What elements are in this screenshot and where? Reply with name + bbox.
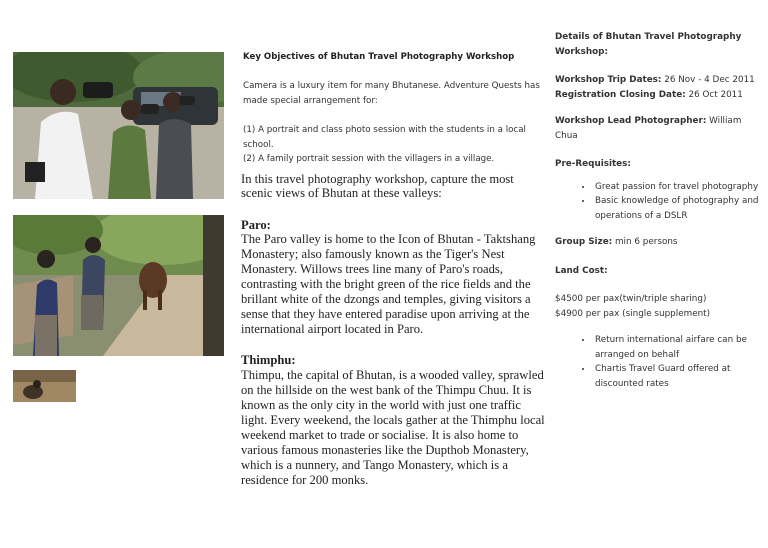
prerequisites-list	[555, 180, 763, 224]
objectives-intro: Camera is a luxury item for many Bhutanese. Adventure Quests has made special arrangement for:	[243, 81, 540, 106]
lead-photographer-label: Workshop Lead Photographer:	[555, 116, 707, 126]
prerequisite-item: • Great passion for travel photography	[593, 180, 763, 195]
registration-value: 26 Oct 2011	[688, 89, 743, 100]
details-column	[555, 30, 763, 403]
objectives-column	[241, 52, 546, 504]
prerequisites-label-text: Pre-Requisites:	[555, 159, 631, 169]
objectives-heading: Key Objectives of Bhutan Travel Photography Workshop	[243, 52, 515, 62]
objective-item: (1) A portrait and class photo session with the students in a local school.	[243, 125, 526, 150]
objectives-list	[243, 123, 546, 167]
group-size	[555, 235, 763, 250]
trip-dates-label: Workshop Trip Dates:	[555, 75, 662, 85]
group-size-label: Group Size:	[555, 237, 613, 247]
land-cost-label	[555, 264, 763, 279]
details-heading: Details of Bhutan Travel Photography Workshop:	[555, 32, 742, 57]
objective-item: (2) A family portrait session with the villagers in a village.	[243, 154, 495, 164]
trip-dates	[555, 73, 763, 102]
group-size-value: min 6 persons	[614, 237, 678, 247]
land-cost-label-text: Land Cost:	[555, 265, 608, 276]
land-cost-item: $4500 per pax(twin/triple sharing)	[555, 294, 707, 304]
lead-photographer-value: William Chua	[555, 116, 742, 141]
extra-item: • Chartis Travel Guard offered at discounted rates	[593, 362, 763, 391]
valley-title-paro: Paro:	[241, 217, 271, 232]
lead-photographer	[555, 114, 763, 143]
prerequisites-label	[555, 157, 763, 172]
photo-photographers-roadside	[13, 52, 224, 199]
land-cost-list	[555, 292, 763, 321]
valley-text-thimphu: Thimpu, the capital of Bhutan, is a wooded valley, sprawled on the hillside on the west bank of the Thimpu Chuu. It is known as the only city in the world with just one traffic light. Every weekend, the locals gather at the Thimphu local weekend market to trade or socialise. It is also home to various famous monasteries like the Dupthob Monastery, which is a nunnery, and Tango Monastery, which is a residence for 200 monks.	[241, 367, 545, 487]
extras-list	[555, 333, 763, 391]
valley-title-thimphu: Thimphu:	[241, 353, 296, 367]
land-cost-item: $4900 per pax (single supplement)	[555, 308, 711, 319]
photo-thumbnail-field	[13, 370, 76, 402]
registration-label: Registration Closing Date:	[555, 89, 686, 100]
extra-item: • Return international airfare can be arranged on behalf	[593, 333, 763, 362]
valley-text-paro: The Paro valley is home to the Icon of Bhutan - Taktshang Monastery; also famously known as the Tiger's Nest Monastery. Willows trees line many of Paro's roads, contrasting with the bright green of the rice fields and the brillant white of the dzongs and temples, giving visitors a sense that they have entered paradise upon arriving at the international airport located in Paro.	[241, 232, 536, 336]
photo-photographers-trail	[13, 215, 224, 356]
valleys-lead: In this travel photography workshop, capture the most scenic views of Bhutan at these valleys:	[241, 171, 514, 200]
trip-dates-value: 26 Nov - 4 Dec 2011	[664, 75, 755, 85]
prerequisite-item: • Basic knowledge of photography and operations of a DSLR	[593, 194, 763, 223]
